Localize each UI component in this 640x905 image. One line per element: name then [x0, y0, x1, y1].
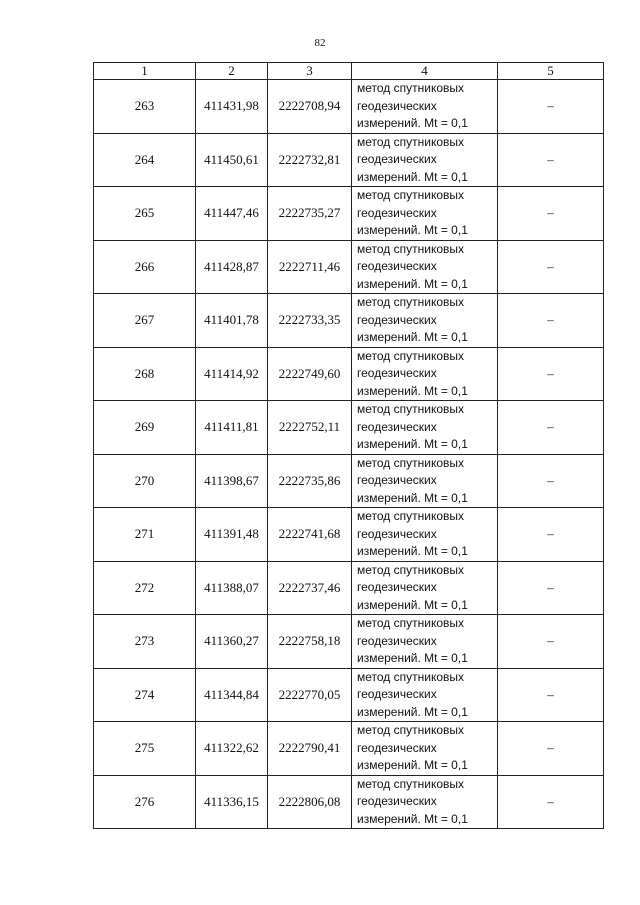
- y-coordinate-cell: 2222770,05: [268, 668, 352, 722]
- y-coordinate-cell: 2222735,27: [268, 187, 352, 241]
- note-cell: –: [498, 508, 604, 562]
- point-number-cell: 273: [94, 615, 196, 669]
- method-text-line: измерений. Mt = 0,1: [357, 811, 468, 826]
- x-coordinate-cell: 411391,48: [196, 508, 268, 562]
- note-cell: –: [498, 80, 604, 134]
- y-coordinate-cell: 2222749,60: [268, 347, 352, 401]
- x-coordinate-cell: 411428,87: [196, 240, 268, 294]
- method-text-line: метод спутниковых: [357, 669, 465, 684]
- x-coordinate-cell: 411414,92: [196, 347, 268, 401]
- point-number-cell: 263: [94, 80, 196, 134]
- method-text-line: измерений. Mt = 0,1: [357, 116, 468, 130]
- method-text-line: метод спутниковых: [357, 295, 465, 309]
- method-cell: [352, 508, 498, 562]
- method-text-line: метод спутниковых: [357, 455, 465, 470]
- method-cell: [352, 294, 498, 348]
- method-text-line: измерений. Mt = 0,1: [357, 437, 468, 451]
- point-number-cell: 275: [94, 722, 196, 776]
- method-text-line: геодезических: [357, 794, 437, 808]
- table-row: [94, 187, 604, 241]
- note-cell: –: [498, 294, 604, 348]
- x-coordinate-cell: 411447,46: [196, 187, 268, 241]
- header-row: [94, 63, 604, 80]
- method-text-line: измерений. Mt = 0,1: [357, 544, 468, 558]
- method-text-line: геодезических: [357, 580, 437, 594]
- method-text-line: измерений. Mt = 0,1: [357, 651, 468, 665]
- method-text-line: измерений. Mt = 0,1: [357, 490, 468, 505]
- y-coordinate-cell: 2222806,08: [268, 775, 352, 829]
- table-row: [94, 133, 604, 187]
- x-coordinate-cell: 411431,98: [196, 80, 268, 134]
- header-col-4: 4: [352, 63, 498, 80]
- note-cell: –: [498, 187, 604, 241]
- table-row: [94, 454, 604, 508]
- method-text-line: геодезических: [357, 740, 437, 755]
- note-cell: –: [498, 775, 604, 829]
- note-cell: –: [498, 347, 604, 401]
- table-row: [94, 347, 604, 401]
- note-cell: –: [498, 454, 604, 508]
- x-coordinate-cell: 411450,61: [196, 133, 268, 187]
- method-cell: [352, 615, 498, 669]
- table-row: [94, 561, 604, 615]
- x-coordinate-cell: 411388,07: [196, 561, 268, 615]
- point-number-cell: 271: [94, 508, 196, 562]
- coordinates-table: [93, 62, 604, 829]
- y-coordinate-cell: 2222735,86: [268, 454, 352, 508]
- note-cell: –: [498, 615, 604, 669]
- method-cell: [352, 80, 498, 134]
- x-coordinate-cell: 411401,78: [196, 294, 268, 348]
- x-coordinate-cell: 411411,81: [196, 401, 268, 455]
- point-number-cell: 265: [94, 187, 196, 241]
- table-row: [94, 80, 604, 134]
- method-text-line: метод спутниковых: [357, 188, 465, 202]
- method-text-line: измерений. Mt = 0,1: [357, 169, 468, 184]
- table-row: [94, 240, 604, 294]
- method-text-line: геодезических: [357, 633, 437, 648]
- y-coordinate-cell: 2222752,11: [268, 401, 352, 455]
- note-cell: –: [498, 561, 604, 615]
- method-text-line: метод спутниковых: [357, 402, 465, 416]
- table-row: [94, 294, 604, 348]
- method-text-line: метод спутниковых: [357, 241, 465, 256]
- point-number-cell: 269: [94, 401, 196, 455]
- note-cell: –: [498, 401, 604, 455]
- method-cell: [352, 775, 498, 829]
- point-number-cell: 276: [94, 775, 196, 829]
- note-cell: –: [498, 722, 604, 776]
- point-number-cell: 270: [94, 454, 196, 508]
- method-cell: [352, 561, 498, 615]
- y-coordinate-cell: 2222758,18: [268, 615, 352, 669]
- method-cell: [352, 187, 498, 241]
- point-number-cell: 267: [94, 294, 196, 348]
- x-coordinate-cell: 411360,27: [196, 615, 268, 669]
- x-coordinate-cell: 411336,15: [196, 775, 268, 829]
- method-text-line: геодезических: [357, 152, 437, 166]
- point-number-cell: 268: [94, 347, 196, 401]
- table-header: [94, 63, 604, 80]
- note-cell: –: [498, 668, 604, 722]
- method-text-line: измерений. Mt = 0,1: [357, 330, 468, 344]
- method-text-line: измерений. Mt = 0,1: [357, 597, 468, 612]
- table-row: [94, 775, 604, 829]
- method-text-line: измерений. Mt = 0,1: [357, 223, 468, 237]
- method-text-line: метод спутниковых: [357, 509, 465, 523]
- method-cell: [352, 401, 498, 455]
- header-col-1: 1: [94, 63, 196, 80]
- method-text-line: метод спутниковых: [357, 616, 465, 630]
- method-cell: [352, 240, 498, 294]
- y-coordinate-cell: 2222711,46: [268, 240, 352, 294]
- method-text-line: геодезических: [357, 205, 437, 220]
- x-coordinate-cell: 411322,62: [196, 722, 268, 776]
- table-row: [94, 615, 604, 669]
- method-text-line: геодезических: [357, 473, 437, 487]
- method-text-line: метод спутниковых: [357, 776, 465, 791]
- table-row: [94, 722, 604, 776]
- x-coordinate-cell: 411344,84: [196, 668, 268, 722]
- y-coordinate-cell: 2222708,94: [268, 80, 352, 134]
- method-text-line: геодезических: [357, 687, 437, 701]
- method-cell: [352, 722, 498, 776]
- method-text-line: измерений. Mt = 0,1: [357, 276, 468, 291]
- y-coordinate-cell: 2222732,81: [268, 133, 352, 187]
- table-body: [94, 80, 604, 829]
- method-text-line: измерений. Mt = 0,1: [357, 758, 468, 772]
- point-number-cell: 264: [94, 133, 196, 187]
- table-row: [94, 508, 604, 562]
- method-text-line: метод спутниковых: [357, 81, 465, 95]
- y-coordinate-cell: 2222737,46: [268, 561, 352, 615]
- method-text-line: метод спутниковых: [357, 134, 465, 149]
- header-col-5: 5: [498, 63, 604, 80]
- method-text-line: геодезических: [357, 419, 437, 434]
- y-coordinate-cell: 2222741,68: [268, 508, 352, 562]
- method-cell: [352, 668, 498, 722]
- note-cell: –: [498, 240, 604, 294]
- method-cell: [352, 133, 498, 187]
- method-text-line: метод спутниковых: [357, 348, 465, 363]
- y-coordinate-cell: 2222733,35: [268, 294, 352, 348]
- header-col-2: 2: [196, 63, 268, 80]
- method-cell: [352, 454, 498, 508]
- method-text-line: геодезических: [357, 259, 437, 273]
- method-text-line: геодезических: [357, 526, 437, 541]
- header-col-3: 3: [268, 63, 352, 80]
- method-text-line: метод спутниковых: [357, 723, 465, 737]
- method-cell: [352, 347, 498, 401]
- point-number-cell: 272: [94, 561, 196, 615]
- x-coordinate-cell: 411398,67: [196, 454, 268, 508]
- method-text-line: геодезических: [357, 312, 437, 327]
- point-number-cell: 266: [94, 240, 196, 294]
- method-text-line: измерений. Mt = 0,1: [357, 383, 468, 398]
- table-row: [94, 668, 604, 722]
- note-cell: –: [498, 133, 604, 187]
- method-text-line: метод спутниковых: [357, 562, 465, 577]
- point-number-cell: 274: [94, 668, 196, 722]
- page-number: 82: [314, 37, 326, 49]
- method-text-line: геодезических: [357, 366, 437, 380]
- table-row: [94, 401, 604, 455]
- method-text-line: геодезических: [357, 98, 437, 113]
- y-coordinate-cell: 2222790,41: [268, 722, 352, 776]
- method-text-line: измерений. Mt = 0,1: [357, 704, 468, 719]
